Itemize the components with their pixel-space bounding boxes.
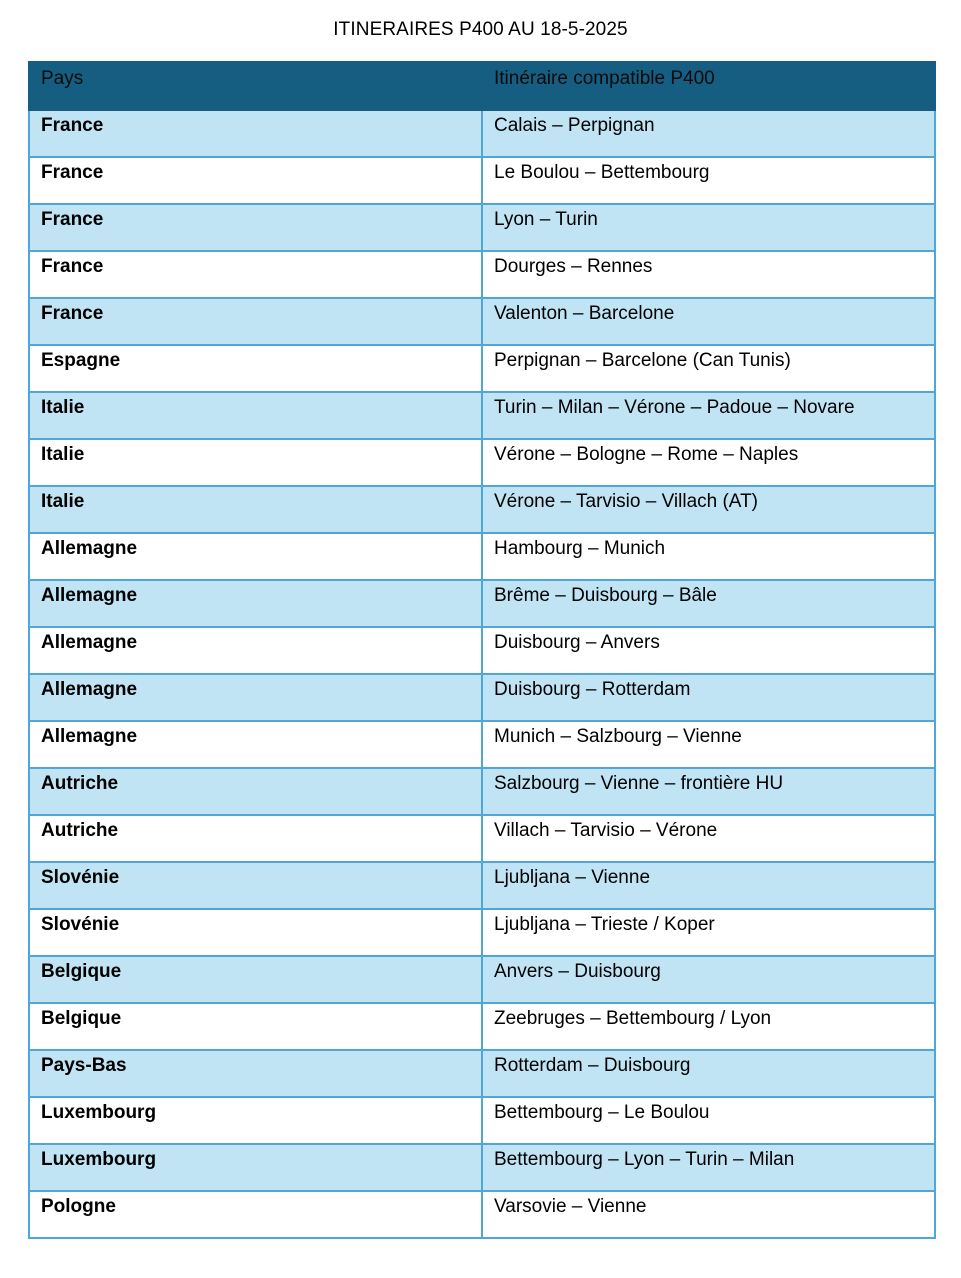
table-row bbox=[29, 204, 935, 251]
country-cell: Italie bbox=[29, 392, 482, 439]
country-cell: Slovénie bbox=[29, 862, 482, 909]
country-cell: Pays-Bas bbox=[29, 1050, 482, 1097]
table-row bbox=[29, 110, 935, 157]
table-row bbox=[29, 580, 935, 627]
route-cell: Villach – Tarvisio – Vérone bbox=[482, 815, 935, 862]
route-cell: Turin – Milan – Vérone – Padoue – Novare bbox=[482, 392, 935, 439]
table-row bbox=[29, 768, 935, 815]
country-cell: Allemagne bbox=[29, 674, 482, 721]
route-cell: Rotterdam – Duisbourg bbox=[482, 1050, 935, 1097]
table-row bbox=[29, 862, 935, 909]
table-row bbox=[29, 1003, 935, 1050]
country-cell: Slovénie bbox=[29, 909, 482, 956]
table-row bbox=[29, 674, 935, 721]
country-cell: France bbox=[29, 298, 482, 345]
route-cell: Lyon – Turin bbox=[482, 204, 935, 251]
route-cell: Duisbourg – Anvers bbox=[482, 627, 935, 674]
route-cell: Valenton – Barcelone bbox=[482, 298, 935, 345]
table-header-row bbox=[29, 62, 935, 110]
table-row bbox=[29, 486, 935, 533]
route-cell: Bettembourg – Le Boulou bbox=[482, 1097, 935, 1144]
table-row bbox=[29, 298, 935, 345]
country-cell: France bbox=[29, 251, 482, 298]
country-cell: Allemagne bbox=[29, 627, 482, 674]
country-cell: Espagne bbox=[29, 345, 482, 392]
country-cell: France bbox=[29, 204, 482, 251]
table-body bbox=[29, 110, 935, 1238]
route-cell: Ljubljana – Trieste / Koper bbox=[482, 909, 935, 956]
table-row bbox=[29, 1050, 935, 1097]
table-row bbox=[29, 533, 935, 580]
table-row bbox=[29, 345, 935, 392]
table-row bbox=[29, 1144, 935, 1191]
country-cell: Italie bbox=[29, 439, 482, 486]
table-row bbox=[29, 1191, 935, 1238]
route-cell: Perpignan – Barcelone (Can Tunis) bbox=[482, 345, 935, 392]
table-row bbox=[29, 392, 935, 439]
country-cell: Autriche bbox=[29, 768, 482, 815]
route-cell: Duisbourg – Rotterdam bbox=[482, 674, 935, 721]
route-cell: Ljubljana – Vienne bbox=[482, 862, 935, 909]
table-row bbox=[29, 1097, 935, 1144]
country-cell: Allemagne bbox=[29, 580, 482, 627]
country-cell: Luxembourg bbox=[29, 1097, 482, 1144]
route-cell: Le Boulou – Bettembourg bbox=[482, 157, 935, 204]
route-cell: Zeebruges – Bettembourg / Lyon bbox=[482, 1003, 935, 1050]
country-cell: Allemagne bbox=[29, 533, 482, 580]
route-cell: Brême – Duisbourg – Bâle bbox=[482, 580, 935, 627]
header-route: Itinéraire compatible P400 bbox=[482, 62, 935, 110]
route-cell: Vérone – Tarvisio – Villach (AT) bbox=[482, 486, 935, 533]
country-cell: France bbox=[29, 110, 482, 157]
country-cell: Belgique bbox=[29, 1003, 482, 1050]
table-row bbox=[29, 627, 935, 674]
table-row bbox=[29, 956, 935, 1003]
table-row bbox=[29, 909, 935, 956]
route-cell: Varsovie – Vienne bbox=[482, 1191, 935, 1238]
country-cell: Luxembourg bbox=[29, 1144, 482, 1191]
itinerary-table bbox=[28, 61, 936, 1239]
country-cell: Pologne bbox=[29, 1191, 482, 1238]
table-row bbox=[29, 157, 935, 204]
country-cell: Belgique bbox=[29, 956, 482, 1003]
country-cell: France bbox=[29, 157, 482, 204]
route-cell: Dourges – Rennes bbox=[482, 251, 935, 298]
route-cell: Anvers – Duisbourg bbox=[482, 956, 935, 1003]
table-row bbox=[29, 439, 935, 486]
header-country: Pays bbox=[29, 62, 482, 110]
country-cell: Allemagne bbox=[29, 721, 482, 768]
route-cell: Hambourg – Munich bbox=[482, 533, 935, 580]
table-row bbox=[29, 721, 935, 768]
table-row bbox=[29, 251, 935, 298]
route-cell: Munich – Salzbourg – Vienne bbox=[482, 721, 935, 768]
route-cell: Bettembourg – Lyon – Turin – Milan bbox=[482, 1144, 935, 1191]
country-cell: Autriche bbox=[29, 815, 482, 862]
route-cell: Calais – Perpignan bbox=[482, 110, 935, 157]
country-cell: Italie bbox=[29, 486, 482, 533]
route-cell: Vérone – Bologne – Rome – Naples bbox=[482, 439, 935, 486]
table-row bbox=[29, 815, 935, 862]
document-title: ITINERAIRES P400 AU 18-5-2025 bbox=[333, 19, 628, 40]
route-cell: Salzbourg – Vienne – frontière HU bbox=[482, 768, 935, 815]
